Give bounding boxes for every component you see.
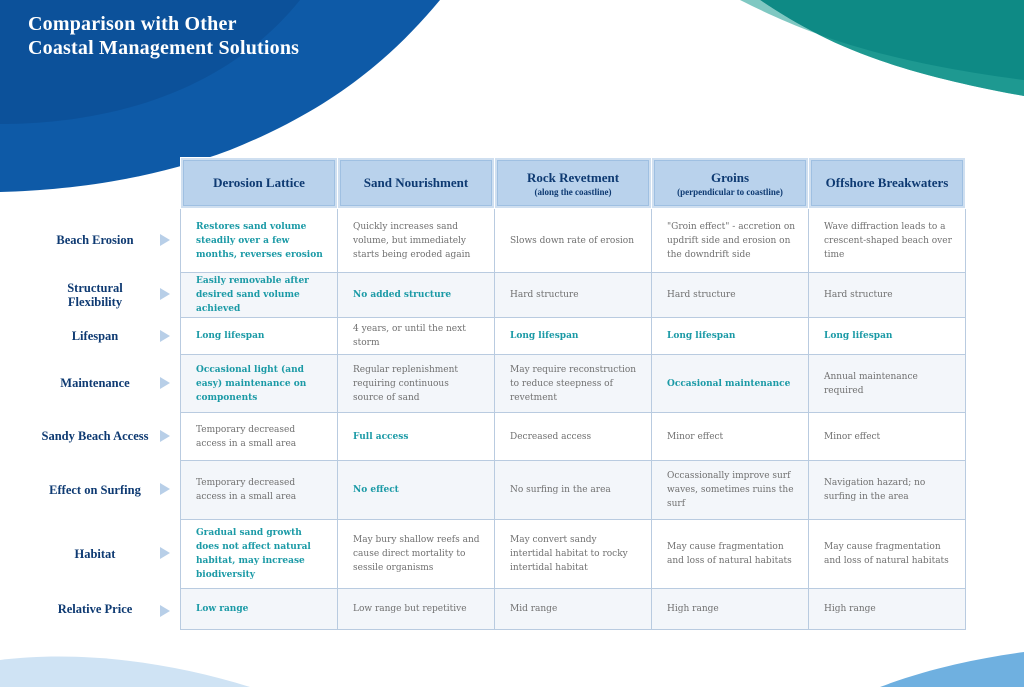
table-cell: Mid range [495, 589, 652, 630]
table-cell: May require reconstruction to reduce steepness of revetment [495, 355, 652, 413]
table-cell: No effect [338, 461, 495, 520]
title-line-2: Coastal Management Solutions [28, 37, 300, 59]
table-cell: May convert sandy intertidal habitat to rocky intertidal habitat [495, 520, 652, 589]
table-cell: Gradual sand growth does not affect natural habitat, may increase biodiversity [181, 520, 338, 589]
table-cell: Temporary decreased access in a small area [181, 461, 338, 520]
table-cell: High range [809, 589, 966, 630]
table-cell: Slows down rate of erosion [495, 209, 652, 273]
row-label-sandy-beach-access: Sandy Beach Access [41, 429, 149, 443]
row-label-effect-on-surfing: Effect on Surfing [49, 482, 141, 497]
table-cell: Occasional maintenance [652, 355, 809, 413]
table-row [181, 589, 966, 630]
row-arrow-icon [160, 483, 170, 495]
page-title [28, 12, 299, 60]
table-cell: Regular replenishment requiring continuous source of sand [338, 355, 495, 413]
table-row [181, 413, 966, 461]
table-cell: Long lifespan [181, 318, 338, 355]
row-arrow-icon [160, 430, 170, 442]
row-arrow-icon [160, 330, 170, 342]
table-cell: Quickly increases sand volume, but immediately starts being eroded again [338, 209, 495, 273]
table-row [181, 520, 966, 589]
table-row [181, 355, 966, 413]
bottom-wave-left [0, 656, 250, 687]
table-header-row [181, 158, 966, 209]
row-label-relative-price: Relative Price [57, 601, 133, 616]
row-label-habitat: Habitat [74, 546, 116, 561]
column-header-offshore-breakwaters: Offshore Breakwaters [809, 158, 966, 209]
table-cell: No added structure [338, 273, 495, 318]
table-cell: Occassionally improve surf waves, sometimes ruins the surf [652, 461, 809, 520]
table-cell: Hard structure [652, 273, 809, 318]
table-cell: Long lifespan [652, 318, 809, 355]
table-cell: Easily removable after desired sand volume achieved [181, 273, 338, 318]
table-cell: May bury shallow reefs and cause direct mortality to sessile organisms [338, 520, 495, 589]
table-cell: Navigation hazard; no surfing in the area [809, 461, 966, 520]
row-label-beach-erosion: Beach Erosion [56, 233, 134, 247]
column-header-groins: Groins (perpendicular to coastline) [652, 158, 809, 209]
table-cell: Decreased access [495, 413, 652, 461]
row-label-structural-flexibility: Structural Flexibility [67, 280, 123, 309]
column-header-derosion-lattice: Derosion Lattice [181, 158, 338, 209]
bottom-wave-right [880, 652, 1024, 687]
table-cell: Full access [338, 413, 495, 461]
table-cell: Minor effect [809, 413, 966, 461]
table-cell: May cause fragmentation and loss of natural habitats [809, 520, 966, 589]
column-header-sand-nourishment: Sand Nourishment [338, 158, 495, 209]
title-line-1: Comparison with Other [28, 13, 237, 35]
table-cell: Long lifespan [809, 318, 966, 355]
row-arrow-icon [160, 234, 170, 246]
table-cell: Long lifespan [495, 318, 652, 355]
table-cell: Annual maintenance required [809, 355, 966, 413]
table-cell: 4 years, or until the next storm [338, 318, 495, 355]
row-label-maintenance: Maintenance [60, 376, 130, 390]
row-arrow-icon [160, 547, 170, 559]
table-cell: Low range but repetitive [338, 589, 495, 630]
table-cell: Occasional light (and easy) maintenance on components [181, 355, 338, 413]
row-arrow-icon [160, 605, 170, 617]
table-cell: Hard structure [809, 273, 966, 318]
table-cell: Temporary decreased access in a small area [181, 413, 338, 461]
table-cell: Low range [181, 589, 338, 630]
row-label-lifespan: Lifespan [71, 328, 119, 343]
table-row [181, 273, 966, 318]
table-cell: High range [652, 589, 809, 630]
row-arrow-icon [160, 288, 170, 300]
table-cell: "Groin effect" - accretion on updrift side and erosion on the downdrift side [652, 209, 809, 273]
table-cell: Wave diffraction leads to a crescent-shaped beach over time [809, 209, 966, 273]
comparison-table [180, 157, 966, 630]
table-cell: No surfing in the area [495, 461, 652, 520]
table-row [181, 209, 966, 273]
table-row [181, 318, 966, 355]
table-cell: May cause fragmentation and loss of natural habitats [652, 520, 809, 589]
table-cell: Restores sand volume steadily over a few months, reverses erosion [181, 209, 338, 273]
column-header-rock-revetment: Rock Revetment (along the coastline) [495, 158, 652, 209]
table-cell: Hard structure [495, 273, 652, 318]
table-cell: Minor effect [652, 413, 809, 461]
row-arrow-icon [160, 377, 170, 389]
table-row [181, 461, 966, 520]
